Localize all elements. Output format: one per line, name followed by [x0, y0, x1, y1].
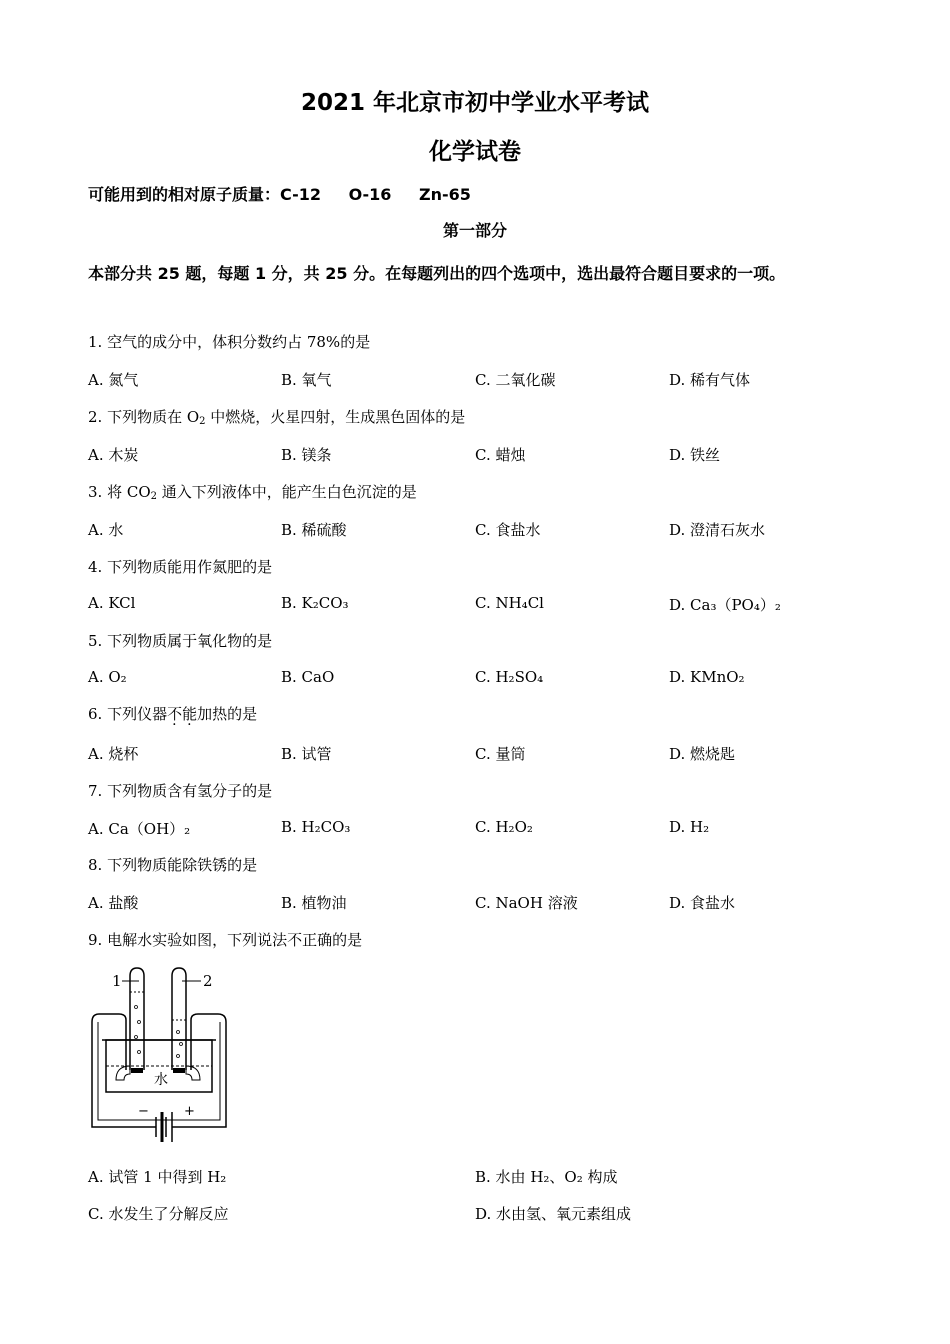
q3-option-d: D. 澄清石灰水: [669, 521, 766, 539]
q9-option-b: B. 水由 H₂、O₂ 构成: [475, 1168, 618, 1186]
electrolysis-diagram: [86, 962, 246, 1152]
q3-option-a: A. 水: [88, 521, 124, 539]
question-8-stem: 8. 下列物质能除铁锈的是: [88, 856, 258, 874]
q6-option-c: C. 量筒: [475, 745, 526, 763]
question-3-stem: [88, 481, 417, 502]
mass-o: O-16: [348, 185, 392, 204]
q3-option-c: C. 食盐水: [475, 521, 541, 539]
q6-emphasis-neng: 能: [182, 705, 198, 723]
q5-option-b: B. CaO: [281, 668, 335, 686]
q6-stem-part: 6. 下列仪器: [88, 705, 168, 723]
q9-option-d: D. 水由氢、氧元素组成: [475, 1205, 632, 1223]
q6-option-b: B. 试管: [281, 745, 332, 763]
q7-option-c: C. H₂O₂: [475, 818, 533, 836]
q1-option-a: A. 氮气: [88, 371, 139, 389]
q3-stem-part: 3. 将 CO: [88, 483, 151, 501]
q8-option-c: C. NaOH 溶液: [475, 894, 578, 912]
question-9-stem: 9. 电解水实验如图，下列说法不正确的是: [88, 931, 363, 949]
q1-option-b: B. 氧气: [281, 371, 332, 389]
q3-stem-part: 通入下列液体中，能产生白色沉淀的是: [157, 483, 417, 501]
exam-title: 2021 年北京市初中学业水平考试: [300, 90, 650, 116]
q1-option-c: C. 二氧化碳: [475, 371, 556, 389]
q2-option-d: D. 铁丝: [669, 446, 721, 464]
q6-option-a: A. 烧杯: [88, 745, 139, 763]
q4-option-a: A. KCl: [88, 594, 136, 612]
q4-option-d: D. Ca₃（PO₄）₂: [669, 596, 781, 614]
q5-option-a: A. O₂: [88, 668, 127, 686]
q2-option-c: C. 蜡烛: [475, 446, 526, 464]
q8-option-d: D. 食盐水: [669, 894, 736, 912]
q8-option-a: A. 盐酸: [88, 894, 139, 912]
question-5-stem: 5. 下列物质属于氧化物的是: [88, 632, 273, 650]
q6-emphasis-bu: 不: [167, 705, 183, 723]
tube-1-label: 1: [112, 972, 122, 990]
q5-option-c: C. H₂SO₄: [475, 668, 544, 686]
q9-option-a: A. 试管 1 中得到 H₂: [88, 1168, 227, 1186]
mass-c: 可能用到的相对原子质量：C-12: [88, 185, 322, 204]
tube-2-label: 2: [203, 972, 213, 990]
q1-option-d: D. 稀有气体: [669, 371, 751, 389]
q4-option-c: C. NH₄Cl: [475, 594, 544, 612]
instructions: 本部分共 25 题，每题 1 分，共 25 分。在每题列出的四个选项中，选出最符合题目要求的一项。: [88, 264, 786, 283]
q7-option-a: A. Ca（OH）₂: [88, 820, 191, 838]
q2-option-a: A. 木炭: [88, 446, 139, 464]
question-4-stem: 4. 下列物质能用作氮肥的是: [88, 558, 273, 576]
q7-option-d: D. H₂: [669, 818, 710, 836]
q2-option-b: B. 镁条: [281, 446, 332, 464]
negative-terminal: −: [138, 1104, 149, 1119]
positive-terminal: +: [184, 1104, 195, 1119]
q4-option-b: B. K₂CO₃: [281, 594, 349, 612]
atomic-masses: [88, 182, 493, 205]
q3-stem-sub: 2: [150, 491, 157, 502]
water-label: 水: [154, 1072, 168, 1088]
question-7-stem: 7. 下列物质含有氢分子的是: [88, 782, 273, 800]
question-6-stem: [88, 703, 257, 724]
exam-subtitle: 化学试卷: [429, 139, 521, 165]
q7-option-b: B. H₂CO₃: [281, 818, 351, 836]
q2-stem-part: 2. 下列物质在 O: [88, 408, 200, 426]
q6-option-d: D. 燃烧匙: [669, 745, 736, 763]
question-2-stem: [88, 406, 465, 427]
q2-stem-sub: 2: [199, 416, 206, 427]
q6-stem-part: 加热的是: [197, 705, 258, 723]
question-1-stem: 1. 空气的成分中，体积分数约占 78%的是: [88, 333, 371, 351]
mass-zn: Zn-65: [419, 185, 471, 204]
q2-stem-part: 中燃烧，火星四射，生成黑色固体的是: [205, 408, 466, 426]
part-heading: 第一部分: [442, 221, 507, 240]
q5-option-d: D. KMnO₂: [669, 668, 745, 686]
q3-option-b: B. 稀硫酸: [281, 521, 347, 539]
q9-option-c: C. 水发生了分解反应: [88, 1205, 229, 1223]
q8-option-b: B. 植物油: [281, 894, 347, 912]
